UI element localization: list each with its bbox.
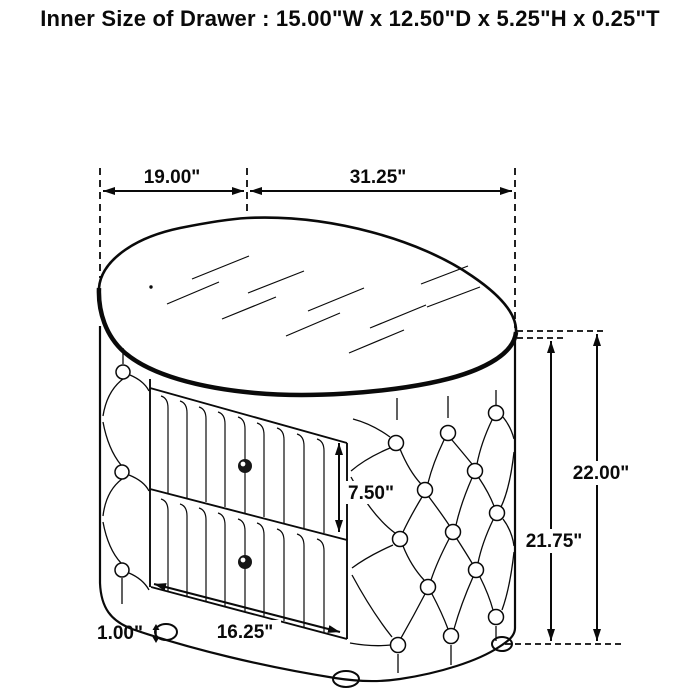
- oval-top-surface: [99, 218, 516, 395]
- right-side-tufting: [350, 390, 514, 673]
- drawer-box-edges: [150, 379, 347, 639]
- top-hatch-lines: [167, 256, 480, 353]
- drawer-fronts: [150, 379, 347, 639]
- drawer-knob-bottom: [238, 555, 252, 569]
- dimension-annotations: [97, 167, 636, 644]
- drawer-knob-top: [238, 459, 252, 473]
- top-surface-dot: [149, 285, 152, 288]
- diagram-title: Inner Size of Drawer : 15.00"W x 12.50"D x 5.25"H x 0.25"T: [40, 6, 660, 31]
- height-extension-lines: [505, 331, 625, 644]
- left-side-tufting: [103, 348, 149, 604]
- nightstand-illustration: [99, 218, 516, 687]
- right-tuft-buttons: [389, 406, 505, 653]
- dim-depth-label: 19.00": [143, 167, 201, 188]
- dim-overall-height-label: 22.00": [572, 463, 630, 484]
- dim-width-label: 31.25": [349, 167, 407, 188]
- left-tuft-buttons: [115, 365, 130, 577]
- dim-drawer-width-label: 16.25": [216, 622, 274, 643]
- dim-foot-height-label: 1.00": [97, 623, 143, 644]
- dim-body-height-label: 21.75": [525, 531, 583, 552]
- oval-top: [99, 218, 516, 395]
- dim-drawer-height-label: 7.50": [348, 483, 394, 504]
- oval-top-front-edge: [99, 288, 516, 395]
